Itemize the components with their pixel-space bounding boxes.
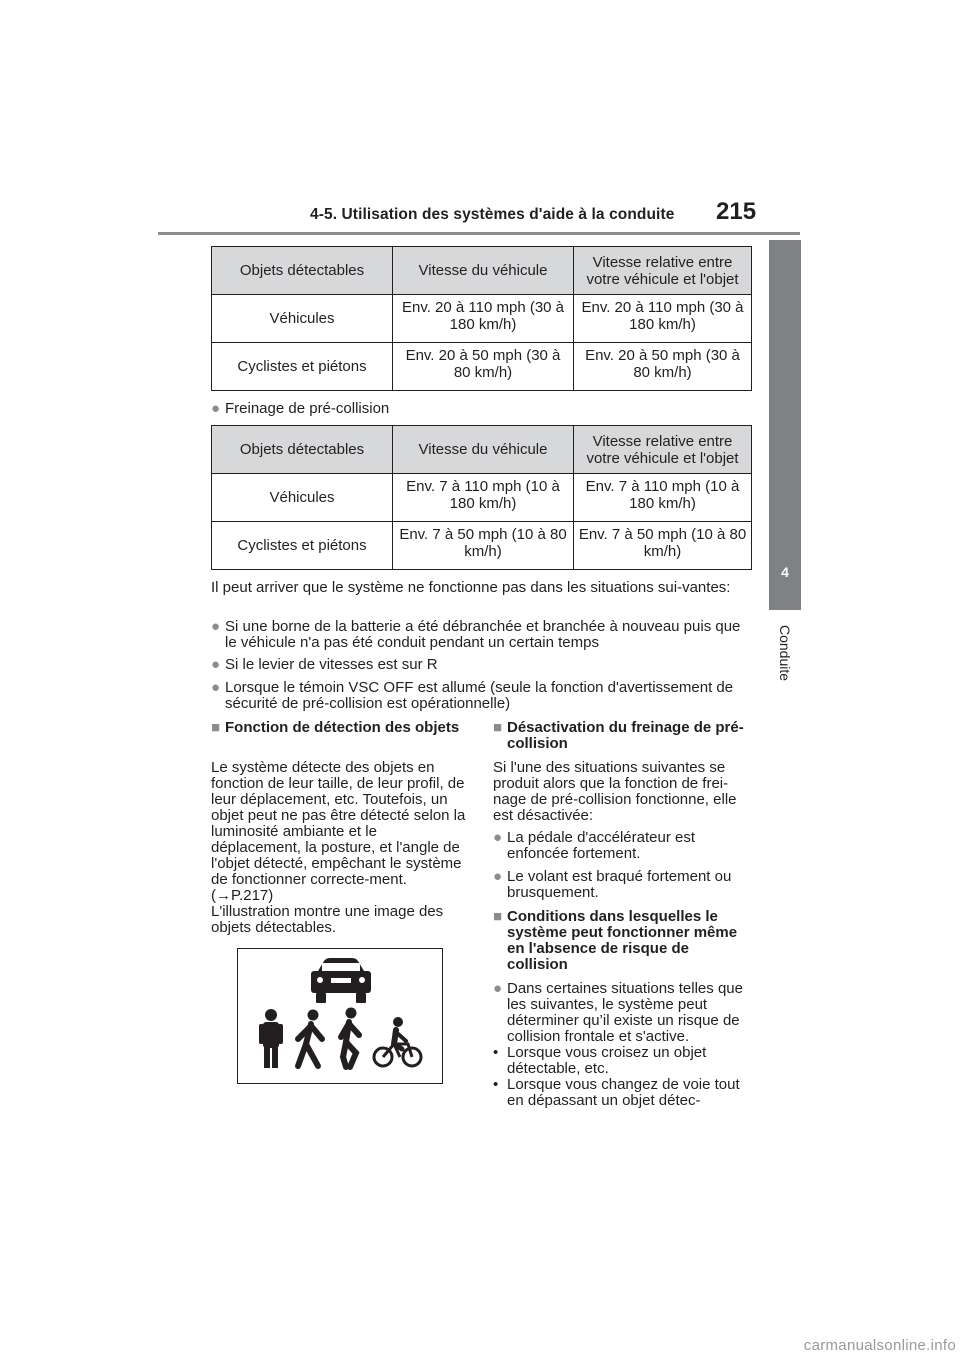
table-header-row	[212, 247, 752, 295]
bullet-text: Freinage de pré-collision	[225, 400, 390, 417]
dash-bullet-icon: •	[493, 1044, 499, 1061]
table-header-row	[212, 426, 752, 474]
table-cell: Cyclistes et piétons	[212, 343, 393, 391]
heading-deactivation	[493, 720, 749, 752]
table-header-cell: Vitesse relative entre votre véhicule et l'objet	[574, 247, 752, 295]
pedestrian-walking-icon	[298, 1010, 322, 1067]
dash-bullet-icon: •	[493, 1076, 499, 1093]
illustration-svg	[238, 949, 442, 1083]
table-header-cell: Vitesse du véhicule	[393, 426, 574, 474]
table-row	[212, 295, 752, 343]
pedestrian-standing-icon	[259, 1009, 283, 1068]
bullet-icon: ●	[211, 618, 221, 635]
bullet-text: Lorsque le témoin VSC OFF est allumé (seule la fonction d'avertissement de sécurité de pré-collision est opérationnelle)	[225, 679, 734, 712]
situation-item	[211, 657, 751, 673]
watermark: carmanualsonline.info	[803, 1337, 956, 1354]
table-cell: Env. 20 à 110 mph (30 à 180 km/h)	[574, 295, 752, 343]
illustration-caption: L'illustration montre une image des objets détectables.	[211, 903, 444, 936]
chapter-tab[interactable]	[769, 240, 801, 610]
header-rule	[158, 232, 800, 235]
table-cell: Véhicules	[212, 295, 393, 343]
heading-conditions	[493, 909, 751, 973]
detection-body	[211, 760, 467, 936]
bullet-text: Dans certaines situations telles que les suivantes, le système peut déterminer qu’il existe un risque de collision frontale et s'active.	[507, 980, 743, 1045]
square-bullet-icon: ■	[493, 908, 503, 925]
table-header-cell: Objets détectables	[212, 247, 393, 295]
conditions-item	[493, 981, 751, 1045]
bullet-text: Si le levier de vitesses est sur R	[225, 656, 438, 673]
car-icon	[311, 958, 371, 1003]
detectable-objects-illustration	[237, 948, 443, 1084]
heading-text: Fonction de détection des objets	[225, 719, 460, 736]
pedestrian-running-icon	[341, 1008, 359, 1068]
bullet-text: La pédale d'accélérateur est enfoncée fortement.	[507, 829, 695, 862]
deactivation-item	[493, 830, 749, 862]
bullet-icon: ●	[211, 400, 221, 417]
cyclist-icon	[374, 1017, 421, 1066]
heading-text: Désactivation du freinage de pré-collision	[507, 719, 744, 752]
conditions-subitem	[493, 1045, 749, 1077]
detection-text: Le système détecte des objets en fonction de leur taille, de leur profil, de leur déplacement, etc. Toutefois, un objet peut ne pas être détecté selon la luminosité ambiante et le déplacement, la posture, et l'angle de l'objet détecté, empêchant le système de fonctionner correcte-ment. (	[211, 759, 466, 904]
chapter-label-text: Conduite	[777, 624, 794, 682]
situation-item	[211, 619, 751, 651]
heading-text: Conditions dans lesquelles le système peut fonctionner même en l'absence de risque de collision	[507, 908, 738, 973]
table-row	[212, 474, 752, 522]
deactivation-body: Si l'une des situations suivantes se produit alors que la fonction de frei-nage de pré-collision fonctionne, elle est désactivée:	[493, 759, 737, 824]
section-title: 4-5. Utilisation des systèmes d'aide à la conduite	[310, 206, 675, 223]
bullet-icon: ●	[493, 868, 503, 885]
speed-table-warning	[211, 246, 752, 391]
table-cell: Env. 20 à 50 mph (30 à 80 km/h)	[393, 343, 574, 391]
square-bullet-icon: ■	[211, 719, 221, 736]
bullet-icon: ●	[211, 679, 221, 696]
chapter-label	[768, 617, 802, 689]
table-cell: Env. 7 à 110 mph (10 à 180 km/h)	[574, 474, 752, 522]
intro-text: Il peut arriver que le système ne fonctionne pas dans les situations sui-vantes:	[211, 579, 731, 596]
arrow-icon: →	[216, 887, 231, 904]
bullet-text: Si une borne de la batterie a été débranchée et branchée à nouveau puis que le véhicule n'a pas été conduit pendant un certain temps	[225, 618, 741, 651]
bullet-freinage	[211, 401, 751, 417]
table-cell: Véhicules	[212, 474, 393, 522]
speed-table-braking	[211, 425, 752, 570]
table-row	[212, 522, 752, 570]
table-cell: Env. 20 à 50 mph (30 à 80 km/h)	[574, 343, 752, 391]
table-cell: Env. 7 à 110 mph (10 à 180 km/h)	[393, 474, 574, 522]
table-header-cell: Vitesse du véhicule	[393, 247, 574, 295]
deactivation-item	[493, 869, 749, 901]
table-header-cell: Vitesse relative entre votre véhicule et l'objet	[574, 426, 752, 474]
heading-detection	[211, 720, 461, 736]
table-cell: Env. 20 à 110 mph (30 à 180 km/h)	[393, 295, 574, 343]
bullet-icon: ●	[211, 656, 221, 673]
chapter-number: 4	[781, 564, 789, 580]
conditions-subitem	[493, 1077, 749, 1109]
table-cell: Env. 7 à 50 mph (10 à 80 km/h)	[393, 522, 574, 570]
table-row	[212, 343, 752, 391]
bullet-icon: ●	[493, 829, 503, 846]
situation-item	[211, 680, 751, 712]
table-cell: Cyclistes et piétons	[212, 522, 393, 570]
page-reference[interactable]: P.217)	[231, 887, 274, 904]
bullet-icon: ●	[493, 980, 503, 997]
bullet-text: Le volant est braqué fortement ou brusquement.	[507, 868, 732, 901]
subitem-text: Lorsque vous croisez un objet détectable, etc.	[507, 1044, 707, 1077]
table-cell: Env. 7 à 50 mph (10 à 80 km/h)	[574, 522, 752, 570]
subitem-text: Lorsque vous changez de voie tout en dépassant un objet détec-	[507, 1076, 740, 1109]
page-number: 215	[716, 198, 757, 225]
square-bullet-icon: ■	[493, 719, 503, 736]
table-header-cell: Objets détectables	[212, 426, 393, 474]
